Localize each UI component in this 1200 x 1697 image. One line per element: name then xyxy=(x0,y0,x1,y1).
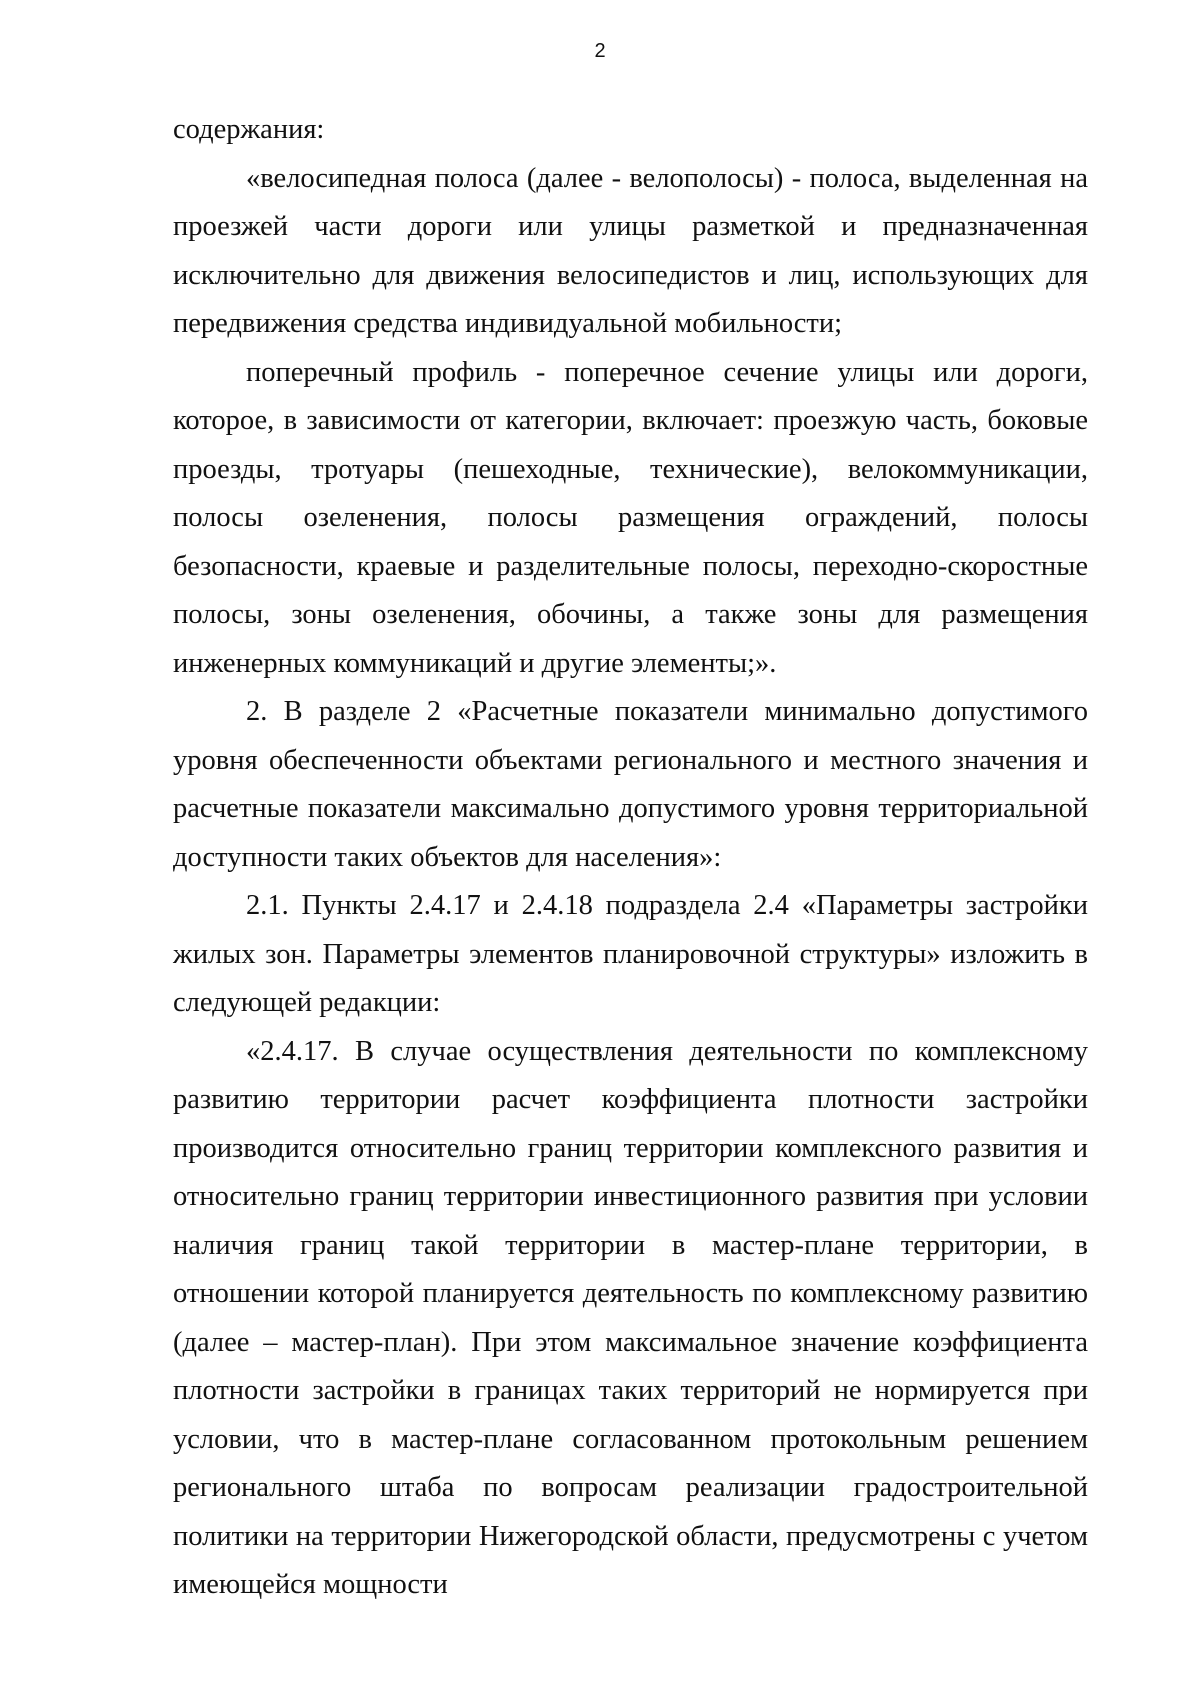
paragraph-continuation: содержания: xyxy=(173,114,325,145)
page-number: 2 xyxy=(594,40,606,62)
paragraph-cross-profile-definition: поперечный профиль - поперечное сечение улицы или дороги, которое, в зависимости от категории, включает: проезжую часть, боковые проезды, тротуары (пешеходные, технические), велокоммуникации, полосы озеленения, полосы размещения ограждений, полосы безопасности, краевые и разделительные полосы, переходно-скоростные полосы, зоны озеленения, обочины, а также зоны для размещения инженерных коммуникаций и другие элементы;». xyxy=(173,356,1088,679)
paragraph-bike-lane-definition: «велосипедная полоса (далее - велополосы) - полоса, выделенная на проезжей части дороги или улицы разметкой и предназначенная исключительно для движения велосипедистов и лиц, использующих для передвижения средства индивидуальной мобильности; xyxy=(173,162,1088,339)
paragraph-section-2: 2. В разделе 2 «Расчетные показатели минимально допустимого уровня обеспеченности объектами регионального и местного значения и расчетные показатели максимально допустимого уровня территориальной доступности таких объектов для населения»: xyxy=(173,696,1088,873)
paragraph-item-2-1: 2.1. Пункты 2.4.17 и 2.4.18 подраздела 2.4 «Параметры застройки жилых зон. Параметры элементов планировочной структуры» изложить в следующей редакции: xyxy=(173,890,1088,1018)
document-body xyxy=(173,106,1088,1610)
paragraph-item-2-4-17: «2.4.17. В случае осуществления деятельности по комплексному развитию территории расчет коэффициента плотности застройки производится относительно границ территории комплексного развития и относительно границ территории инвестиционного развития при условии наличия границ такой территории в мастер-плане территории, в отношении которой планируется деятельность по комплексному развитию (далее – мастер-план). При этом максимальное значение коэффициента плотности застройки в границах таких территорий не нормируется при условии, что в мастер-плане согласованном протокольным решением регионального штаба по вопросам реализации градостроительной политики на территории Нижегородской области, предусмотрены с учетом имеющейся мощности xyxy=(173,1035,1088,1600)
